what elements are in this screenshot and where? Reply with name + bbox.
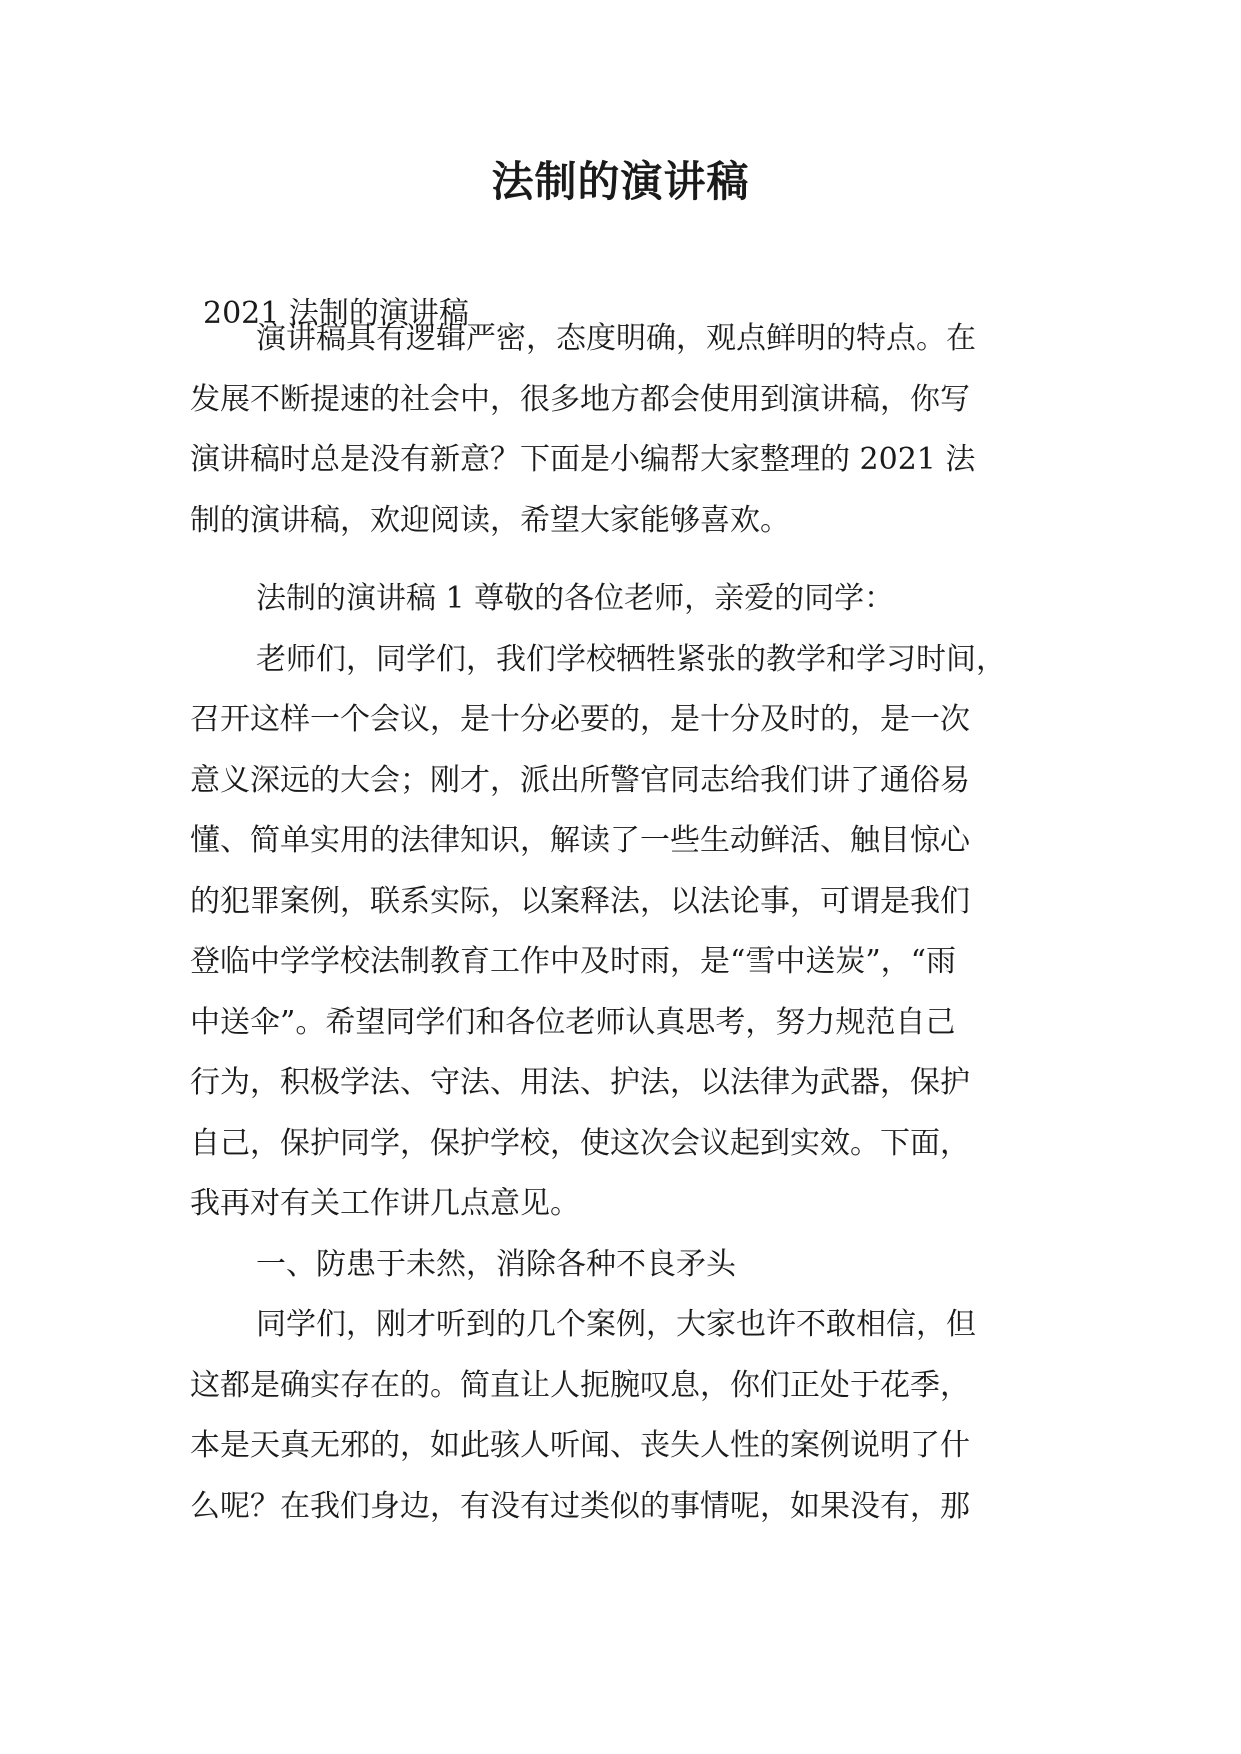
- paragraph-line: 意义深远的大会；刚才，派出所警官同志给我们讲了通俗易: [190, 762, 970, 798]
- paragraph-line: 发展不断提速的社会中，很多地方都会使用到演讲稿，你写: [190, 381, 970, 417]
- paragraph-line: 懂、简单实用的法律知识，解读了一些生动鲜活、触目惊心: [190, 823, 970, 858]
- document-subtitle: 2021 法制的演讲稿: [203, 296, 469, 331]
- paragraph-line: 同学们，刚才听到的几个案例，大家也许不敢相信，但: [256, 1307, 976, 1342]
- paragraph-line: 行为，积极学法、守法、用法、护法，以法律为武器，保护: [190, 1065, 970, 1100]
- speech-body: [190, 569, 1060, 1537]
- paragraph-line: 制的演讲稿，欢迎阅读，希望大家能够喜欢。: [190, 502, 790, 538]
- paragraph-line: 演讲稿具有逻辑严密，态度明确，观点鲜明的特点。在: [256, 321, 976, 356]
- paragraph-line: 老师们，同学们，我们学校牺牲紧张的教学和学习时间，: [256, 641, 1006, 677]
- intro-paragraph: [190, 309, 1060, 551]
- paragraph-line: 自己，保护同学，保护学校，使这次会议起到实效。下面，: [190, 1125, 970, 1161]
- paragraph-line: 我再对有关工作讲几点意见。: [190, 1186, 580, 1221]
- paragraph-line: 召开这样一个会议，是十分必要的，是十分及时的，是一次: [190, 702, 970, 737]
- speech-salutation: 法制的演讲稿 1 尊敬的各位老师，亲爱的同学：: [256, 581, 895, 616]
- paragraph-line: 的犯罪案例，联系实际，以案释法，以法论事，可谓是我们: [190, 883, 970, 919]
- paragraph-line: 本是天真无邪的，如此骇人听闻、丧失人性的案例说明了什: [190, 1428, 970, 1463]
- section-heading: 一、防患于未然，消除各种不良矛头: [256, 1246, 736, 1282]
- paragraph-line: 登临中学学校法制教育工作中及时雨，是“雪中送炭”，“雨: [190, 944, 957, 979]
- paragraph-line: 演讲稿时总是没有新意？下面是小编帮大家整理的 2021 法: [190, 442, 976, 477]
- paragraph-line: 中送伞”。希望同学们和各位老师认真思考，努力规范自己: [190, 1004, 956, 1040]
- document-title: 法制的演讲稿: [491, 157, 750, 206]
- paragraph-line: 这都是确实存在的。简直让人扼腕叹息，你们正处于花季，: [190, 1367, 970, 1403]
- paragraph-line: 么呢？在我们身边，有没有过类似的事情呢，如果没有，那: [190, 1488, 970, 1524]
